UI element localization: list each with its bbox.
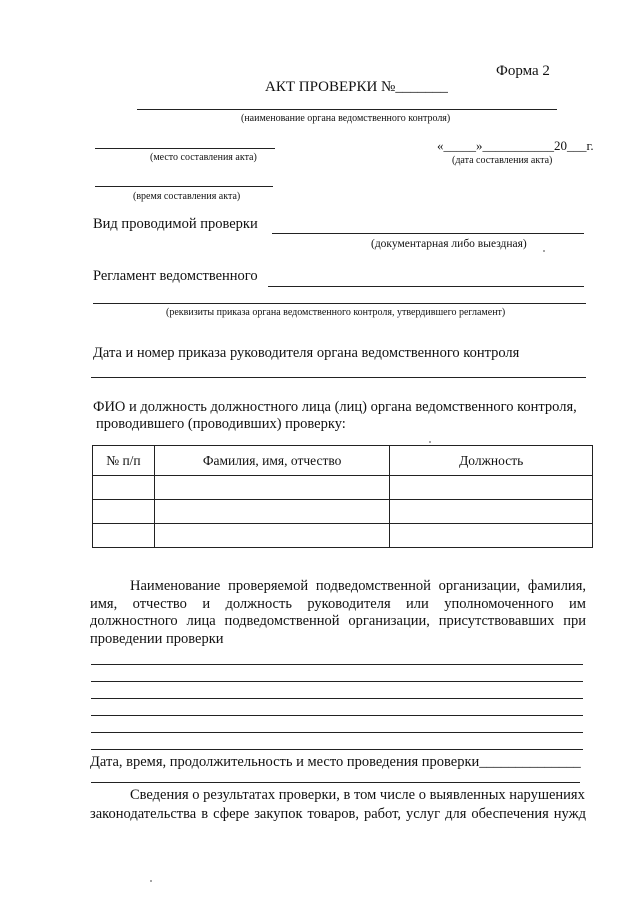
check-type-hint: (документарная либо выездная) — [371, 238, 527, 250]
table-cell — [154, 524, 390, 548]
regulation-label: Регламент ведомственного — [93, 268, 258, 284]
org-name-line — [137, 109, 557, 110]
results-line-2: законодательства в сфере закупок товаров, работ, услуг для обеспечения нужд — [90, 806, 586, 822]
date-blank: «_____»___________20___г. — [437, 138, 594, 153]
form-number-label: Форма 2 — [496, 63, 550, 79]
results-line-1: Сведения о результатах проверки, в том числе о выявленных нарушениях — [130, 787, 585, 803]
table-cell — [93, 500, 155, 524]
place-hint: (место составления акта) — [150, 152, 257, 163]
inspectors-table — [92, 445, 593, 548]
date-hint: (дата составления акта) — [452, 155, 553, 166]
regulation-line-1 — [268, 286, 584, 287]
organization-line-2 — [91, 681, 583, 682]
header-position: Должность — [390, 446, 593, 476]
table-row — [93, 524, 593, 548]
act-title: АКТ ПРОВЕРКИ №_______ — [265, 79, 448, 95]
table-row — [93, 476, 593, 500]
check-details-label: Дата, время, продолжительность и место проведения проверки______________ — [90, 754, 581, 770]
table-cell — [154, 476, 390, 500]
order-line — [91, 377, 586, 378]
regulation-hint: (реквизиты приказа органа ведомственного контроля, утвердившего регламент) — [166, 307, 506, 318]
organization-line-6 — [91, 749, 583, 750]
header-number: № п/п — [93, 446, 155, 476]
check-details-line — [91, 782, 580, 783]
order-label: Дата и номер приказа руководителя органа ведомственного контроля — [93, 345, 520, 361]
table-cell — [390, 500, 593, 524]
scan-speck — [429, 441, 431, 443]
table-header-row — [93, 446, 593, 476]
table-row — [93, 500, 593, 524]
table-cell — [390, 524, 593, 548]
table-cell — [154, 500, 390, 524]
header-full-name: Фамилия, имя, отчество — [154, 446, 390, 476]
org-name-hint: (наименование органа ведомственного контроля) — [241, 113, 451, 124]
organization-line-5 — [91, 732, 583, 733]
organization-paragraph: Наименование проверяемой подведомственной организации, фамилия, имя, отчество и должность руководителя или уполномоченного им должностного лица подведомственной организации, присутствовавших при проведении проверки — [90, 578, 586, 647]
regulation-line-2 — [93, 303, 586, 304]
organization-line-3 — [91, 698, 583, 699]
scan-speck — [543, 250, 545, 252]
table-cell — [390, 476, 593, 500]
inspectors-line-1: ФИО и должность должностного лица (лиц) органа ведомственного контроля, — [93, 399, 577, 415]
table-cell — [93, 524, 155, 548]
organization-line-1 — [91, 664, 583, 665]
table-cell — [93, 476, 155, 500]
check-type-label: Вид проводимой проверки — [93, 216, 258, 232]
time-line — [95, 186, 273, 187]
scan-speck — [150, 880, 152, 882]
time-hint: (время составления акта) — [133, 191, 241, 202]
check-type-line — [272, 233, 584, 234]
place-line — [95, 148, 275, 149]
organization-line-4 — [91, 715, 583, 716]
inspectors-line-2: проводившего (проводивших) проверку: — [96, 416, 346, 432]
